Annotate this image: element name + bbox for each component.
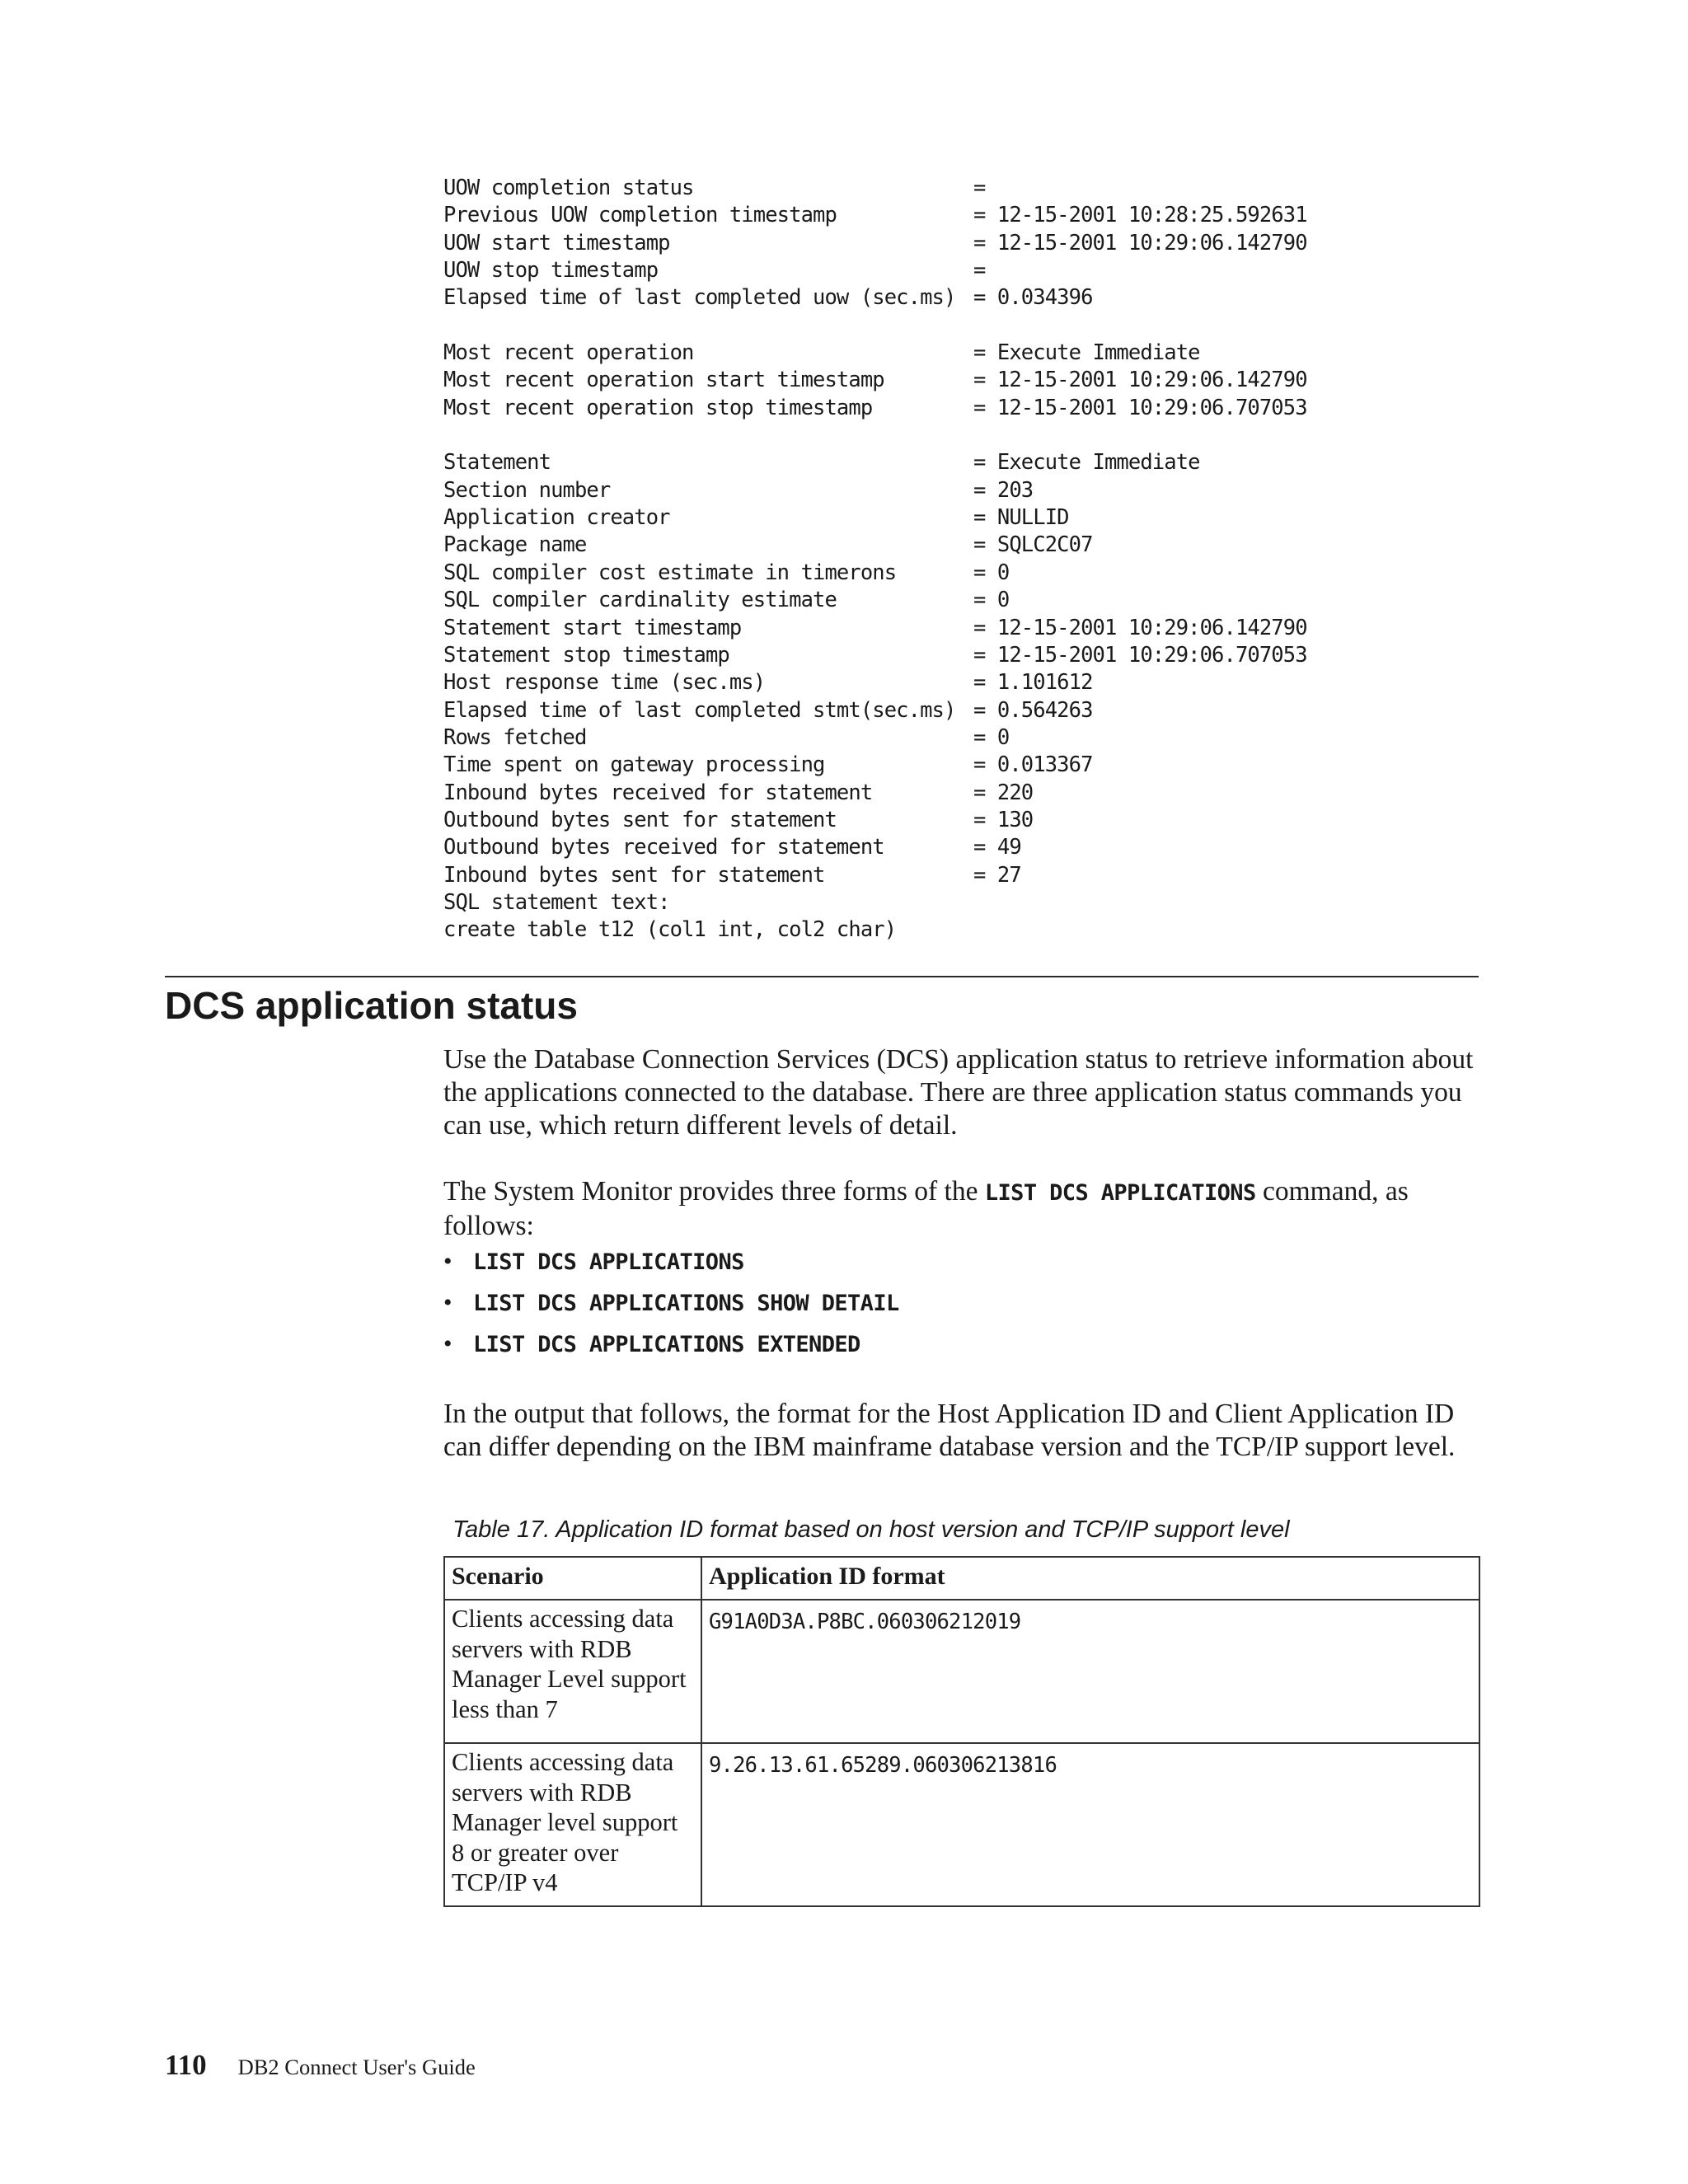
command-name: LIST DCS APPLICATIONS EXTENDED [473, 1332, 860, 1357]
sql-statement-label: SQL statement text: [443, 889, 670, 915]
output-line: UOW stop timestamp = [443, 258, 986, 284]
table-caption: Table 17. Application ID format based on host version and TCP/IP support level [452, 1516, 1290, 1543]
appid-cell: 9.26.13.61.65289.060306213816 [701, 1743, 1479, 1906]
list-item [443, 1248, 899, 1289]
column-header-scenario: Scenario [444, 1557, 701, 1600]
output-line: UOW start timestamp = 12-15-2001 10:29:06.142790 [443, 230, 1307, 255]
output-line: Most recent operation stop timestamp = 12-15-2001 10:29:06.707053 [443, 395, 1307, 420]
table-header-row [444, 1557, 1479, 1600]
output-line: Elapsed time of last completed uow (sec.ms) = 0.034396 [443, 285, 1093, 311]
command-list [443, 1248, 899, 1371]
output-line: Outbound bytes received for statement = 49 [443, 835, 1021, 860]
commands-paragraph-text-end: command, as follows: [443, 1176, 1409, 1241]
output-line: Package name = SQLC2C07 [443, 532, 1093, 558]
output-line: Host response time (sec.ms) = 1.101612 [443, 670, 1093, 696]
output-line: Section number = 203 [443, 477, 1034, 503]
output-line: Application creator = NULLID [443, 505, 1069, 531]
command-name: LIST DCS APPLICATIONS [473, 1249, 744, 1275]
output-line: Inbound bytes sent for statement = 27 [443, 862, 1021, 888]
output-line: Statement start timestamp = 12-15-2001 10:29:06.142790 [443, 615, 1307, 640]
command-name: LIST DCS APPLICATIONS SHOW DETAIL [473, 1291, 899, 1316]
output-group-statement [443, 449, 1515, 889]
output-line: Most recent operation = Execute Immediate [443, 340, 1200, 366]
output-spacer [443, 422, 1515, 449]
book-title: DB2 Connect User's Guide [237, 2055, 476, 2079]
bullet-icon: • [443, 1248, 452, 1275]
format-paragraph: In the output that follows, the format for the Host Application ID and Client Application ID can differ depending on the IBM mainframe database version and the TCP/IP support level. [443, 1399, 1456, 1462]
bullet-icon: • [443, 1289, 452, 1316]
sql-statement-text: create table t12 (col1 int, col2 char) [443, 917, 897, 943]
output-line: Previous UOW completion timestamp = 12-15-2001 10:28:25.592631 [443, 203, 1307, 228]
output-line: SQL compiler cardinality estimate = 0 [443, 588, 1010, 613]
output-spacer [443, 312, 1515, 340]
output-line: Most recent operation start timestamp = 12-15-2001 10:29:06.142790 [443, 368, 1307, 393]
bullet-icon: • [443, 1330, 452, 1357]
output-group-uow [443, 175, 1515, 312]
intro-paragraph: Use the Database Connection Services (DCS) application status to retrieve information about the applications connected to the database. There are three application status commands you can use, which return different levels of detail. [443, 1044, 1474, 1141]
output-line: SQL compiler cost estimate in timerons = 0 [443, 560, 1010, 585]
commands-paragraph-text-start: The System Monitor provides three forms of the [443, 1176, 985, 1207]
output-line: Rows fetched = 0 [443, 724, 1010, 750]
output-line: Time spent on gateway processing = 0.013367 [443, 752, 1093, 778]
page-number: 110 [165, 2049, 207, 2081]
output-line: UOW completion status = [443, 176, 986, 200]
scenario-cell: Clients accessing data servers with RDB Manager Level support less than 7 [444, 1600, 701, 1743]
output-line: Statement stop timestamp = 12-15-2001 10:29:06.707053 [443, 642, 1307, 668]
inline-command-code: LIST DCS APPLICATIONS [984, 1180, 1256, 1206]
commands-paragraph [443, 1175, 1480, 1243]
column-header-appid-format: Application ID format [701, 1557, 1479, 1600]
output-line: Statement = Execute Immediate [443, 450, 1200, 476]
output-line: Inbound bytes received for statement = 220 [443, 780, 1034, 805]
output-line: Elapsed time of last completed stmt(sec.ms) = 0.564263 [443, 697, 1093, 723]
output-line: Outbound bytes sent for statement = 130 [443, 807, 1034, 832]
section-divider [165, 976, 1479, 977]
page-footer [165, 2049, 476, 2082]
monitor-output [443, 175, 1515, 944]
list-item [443, 1330, 899, 1371]
output-group-operation [443, 340, 1515, 422]
table-row [444, 1743, 1479, 1906]
appid-cell: G91A0D3A.P8BC.060306212019 [701, 1600, 1479, 1743]
scenario-cell: Clients accessing data servers with RDB Manager level support 8 or greater over TCP/IP v4 [444, 1743, 701, 1906]
section-heading: DCS application status [165, 984, 578, 1027]
application-id-table [443, 1556, 1480, 1907]
list-item [443, 1289, 899, 1330]
table-row [444, 1600, 1479, 1743]
